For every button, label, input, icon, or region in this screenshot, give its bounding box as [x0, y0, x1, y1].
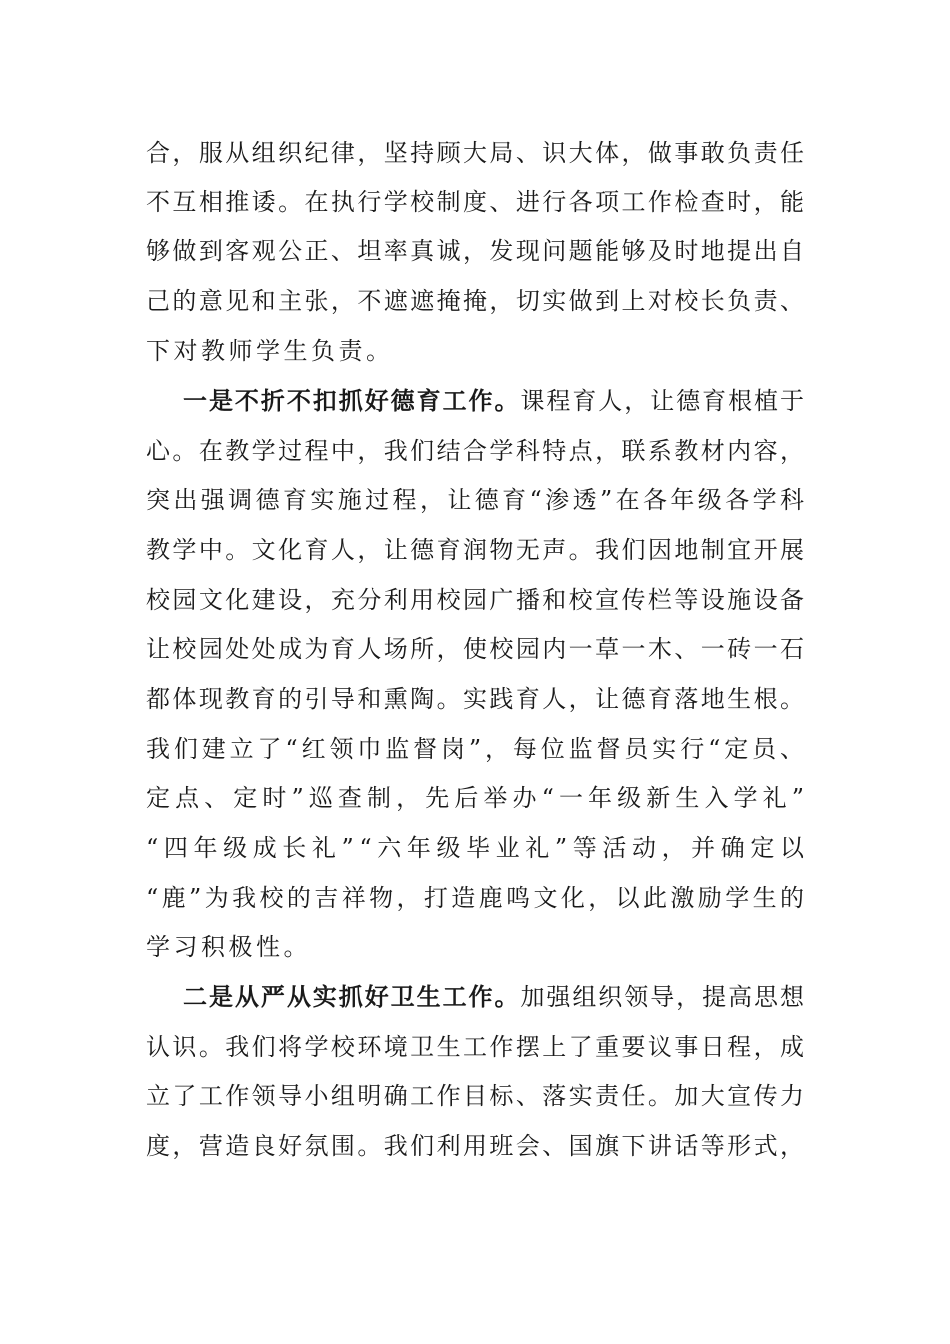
text-line	[0, 1027, 950, 1067]
text-line	[0, 878, 950, 918]
line-text: 度，营造良好氛围。我们利用班会、国旗下讲话等形式，	[146, 1132, 807, 1160]
line-text: 不互相推诿。在执行学校制度、进行各项工作检查时，能	[146, 188, 807, 216]
text-line	[0, 629, 950, 669]
text-line	[0, 530, 950, 570]
text-line	[0, 1076, 950, 1116]
text-line	[0, 927, 950, 967]
line-text: 都体现教育的引导和熏陶。实践育人，让德育落地生根。	[146, 685, 807, 713]
text-line	[0, 381, 950, 421]
line-text: 突出强调德育实施过程，让德育“渗透”在各年级各学科	[146, 486, 808, 514]
section-heading: 二是从严从实抓好卫生工作。	[183, 982, 521, 1011]
text-line	[0, 977, 950, 1017]
text-line	[0, 679, 950, 719]
text-line	[0, 828, 950, 868]
line-text: 己的意见和主张，不遮遮掩掩，切实做到上对校长负责、	[146, 287, 807, 315]
text-line	[0, 133, 950, 173]
line-text: 够做到客观公正、坦率真诚，发现问题能够及时地提出自	[146, 237, 807, 265]
line-text: 认识。我们将学校环境卫生工作摆上了重要议事日程，成	[146, 1033, 807, 1061]
text-line	[0, 431, 950, 471]
line-text: 校园文化建设，充分利用校园广播和校宣传栏等设施设备	[146, 586, 807, 614]
line-text	[183, 977, 806, 1017]
line-text: 立了工作领导小组明确工作目标、落实责任。加大宣传力	[146, 1082, 807, 1110]
text-line	[0, 281, 950, 321]
line-text: 心。在教学过程中，我们结合学科特点，联系教材内容，	[146, 437, 807, 465]
text-line	[0, 331, 950, 371]
heading-line-rest: 加强组织领导，提高思想	[520, 983, 806, 1011]
text-line	[0, 182, 950, 222]
line-text: 我们建立了“红领巾监督岗”，每位监督员实行“定员、	[146, 735, 808, 763]
section-heading: 一是不折不扣抓好德育工作。	[183, 386, 521, 415]
text-line	[0, 480, 950, 520]
line-text: “鹿”为我校的吉祥物，打造鹿鸣文化，以此激励学生的	[146, 884, 808, 912]
text-line	[0, 1126, 950, 1166]
text-line	[0, 729, 950, 769]
line-text: “四年级成长礼”“六年级毕业礼”等活动，并确定以	[146, 834, 810, 862]
text-line	[0, 231, 950, 271]
line-text: 合，服从组织纪律，坚持顾大局、识大体，做事敢负责任	[146, 139, 807, 167]
heading-line-rest: 课程育人，让德育根植于	[520, 387, 806, 415]
line-text: 定点、定时”巡查制，先后举办“一年级新生入学礼”	[146, 784, 810, 812]
line-text: 学习积极性。	[146, 933, 311, 961]
line-text	[183, 381, 806, 421]
text-line	[0, 778, 950, 818]
text-line	[0, 580, 950, 620]
line-text: 教学中。文化育人，让德育润物无声。我们因地制宜开展	[146, 536, 807, 564]
line-text: 下对教师学生负责。	[146, 337, 394, 365]
line-text: 让校园处处成为育人场所，使校园内一草一木、一砖一石	[146, 635, 807, 663]
